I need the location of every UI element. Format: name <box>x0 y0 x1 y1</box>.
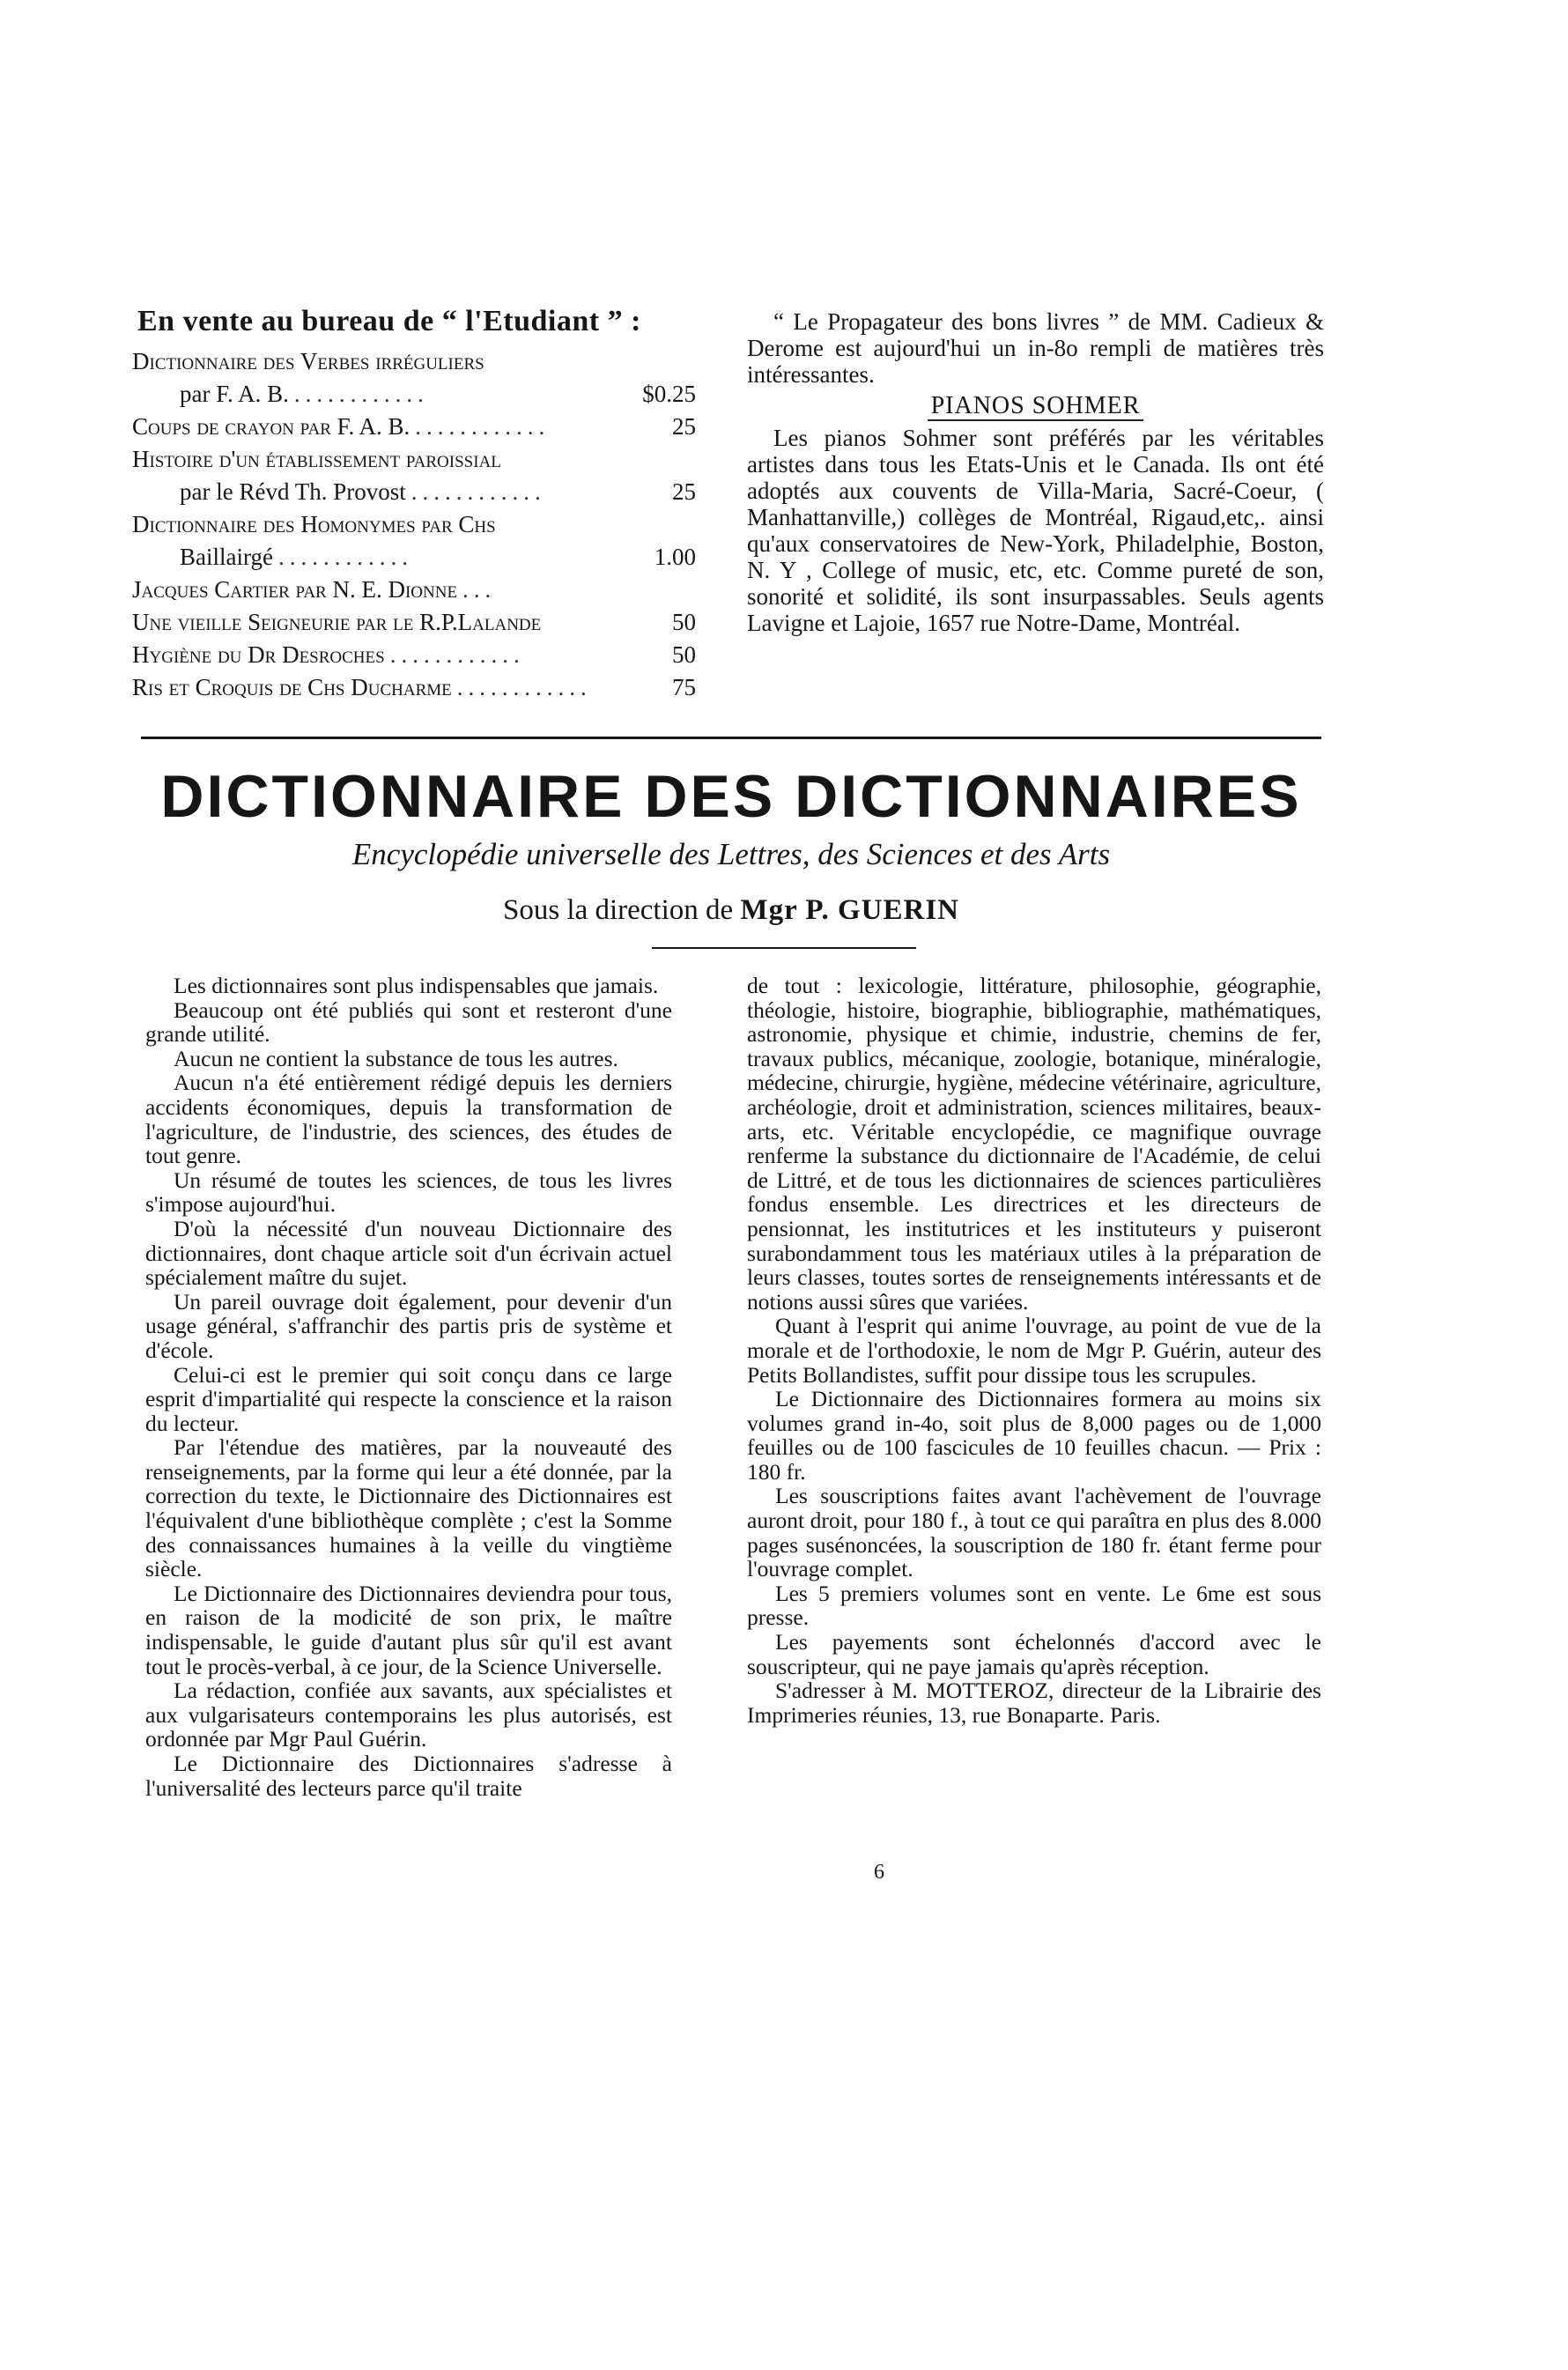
paragraph: de tout : lexicologie, littérature, philosophie, géographie, théologie, histoire, biographie, bibliographie, mathématiques, astronomie, physique et chimie, industrie, chemins de fer, travaux publics, mécanique, zoologie, botanique, minéralogie, médecine, chirurgie, hygiène, médecine vétérinaire, agriculture, archéologie, droit et administration, sciences militaires, beaux-arts, etc. Véritable encyclopédie, ce magnifique ouvrage renferme la substance du dictionnaire de l'Académie, de celui de Littré, et de tous les dictionnaires de sciences particulières fondus ensemble. Les directrices et les directeurs de pensionnat, les institutrices et les instituteurs y puiseront surabondamment tous les matériaux utiles à la préparation de leurs classes, toutes sortes de renseignements intéressants et de notions aussi sûres que variées. <box>747 973 1321 1315</box>
book-price: 50 <box>672 641 696 668</box>
book-price: 25 <box>672 478 696 505</box>
book-item: Hygiène du Dr Desroches ............ 50 <box>132 639 696 671</box>
book-item: Jacques Cartier par N. E. Dionne ... <box>132 576 497 603</box>
propagateur-notice: “ Le Propagateur des bons livres ” de MM. Cadieux & Derome est aujourd'hui un in-8o rempli de matières très intéressantes. <box>747 308 1324 388</box>
heading-rule <box>652 947 916 949</box>
paragraph: Par l'étendue des matières, par la nouveauté des renseignements, par la forme qui leur a été donnée, par la correction du texte, le Dictionnaire des Dictionnaires est l'équivalent d'une bibliothèque complète ; c'est la Somme des connaissances humaines à la veille du vingtième siècle. <box>145 1434 672 1582</box>
book-price: 1.00 <box>654 544 696 570</box>
book-item: Une vieille Seigneurie par le R.P.Lalande 50 <box>132 606 696 639</box>
book-item: Histoire d'un établissement paroissial <box>132 446 501 472</box>
pianos-heading: PIANOS SOHMER <box>747 393 1324 419</box>
book-price: $0.25 <box>642 381 696 407</box>
paragraph: Beaucoup ont été publiés qui sont et resteront d'une grande utilité. <box>145 996 672 1048</box>
section-divider <box>141 737 1321 739</box>
notices-column <box>747 308 1324 636</box>
paragraph: Un résumé de toutes les sciences, de tous les livres s'impose aujourd'hui. <box>145 1166 672 1218</box>
book-item: Baillairgé ............ 1.00 <box>132 541 696 574</box>
pianos-text: Les pianos Sohmer sont préférés par les véritables artistes dans tous les Etats-Unis et le Canada. Ils ont été adoptés aux couvents de Villa-Maria, Sacré-Coeur, ( Manhattanville,) collèges de Montréal, Rigaud,etc,. ainsi qu'aux conservatoires de New-York, Philadelphie, Boston, N. Y , College of music, etc, etc. Comme pureté de son, sonorité et solidité, ils sont insurpassables. Seuls agents Lavigne et Lajoie, 1657 rue Notre-Dame, Montréal. <box>747 425 1324 636</box>
book-price: 50 <box>672 609 696 635</box>
book-item: Ris et Croquis de Chs Ducharme ............ 75 <box>132 671 696 704</box>
paragraph: S'adresser à M. MOTTEROZ, directeur de la Librairie des Imprimeries réunies, 13, rue Bonaparte. Paris. <box>747 1678 1321 1728</box>
paragraph: Aucun n'a été entièrement rédigé depuis les derniers accidents économiques, depuis la transformation de l'agriculture, de l'industrie, des sciences, des études de tout genre. <box>145 1070 672 1169</box>
paragraph: Un pareil ouvrage doit également, pour devenir d'un usage général, s'affranchir des partis pris de système et d'école. <box>145 1288 672 1363</box>
book-item: par le Révd Th. Provost ............ 25 <box>132 476 696 508</box>
paragraph: Quant à l'esprit qui anime l'ouvrage, au point de vue de la morale et de l'orthodoxie, le nom de Mgr P. Guérin, auteur des Petits Bollandistes, suffit pour dissipe tous les scrupules. <box>747 1313 1321 1388</box>
page-title: DICTIONNAIRE DES DICTIONNAIRES <box>160 763 1302 830</box>
book-item: Coups de crayon par F. A. B. ............ 25 <box>132 411 696 443</box>
paragraph: Les dictionnaires sont plus indispensables que jamais. <box>174 973 659 998</box>
paragraph: Les 5 premiers volumes sont en vente. Le 6me est sous presse. <box>747 1580 1321 1631</box>
book-item: par F. A. B. ............ $0.25 <box>132 378 696 411</box>
article-left-column <box>145 974 672 1800</box>
book-item: Dictionnaire des Homonymes par Chs <box>132 511 496 537</box>
editor-line <box>141 894 1321 927</box>
advertisement-heading: En vente au bureau de “ l'Etudiant ” : <box>137 305 641 337</box>
editor-prefix: Sous la direction de <box>502 894 734 926</box>
article-right-column <box>747 974 1321 1727</box>
book-item: Dictionnaire des Verbes irréguliers <box>132 348 484 374</box>
page-number: 6 <box>874 1861 884 1884</box>
book-price: 75 <box>672 674 696 700</box>
paragraph: Aucun ne contient la substance de tous les autres. <box>174 1045 618 1071</box>
paragraph: Le Dictionnaire des Dictionnaires formera au moins six volumes grand in-4o, soit plus de 8,000 pages ou de 1,000 feuilles ou de 100 fascicules de 10 feuilles chacun. — Prix : 180 fr. <box>747 1386 1321 1485</box>
paragraph: Celui-ci est le premier qui soit conçu dans ce large esprit d'impartialité qui respecte la conscience et la raison du lecteur. <box>145 1361 672 1436</box>
bookstore-advertisement <box>132 305 696 704</box>
editor-name: Mgr P. GUERIN <box>740 894 960 926</box>
paragraph: Les payements sont échelonnés d'accord avec le souscripteur, qui ne paye jamais qu'après réception. <box>747 1629 1321 1679</box>
paragraph: Les souscriptions faites avant l'achèvement de l'ouvrage auront droit, pour 180 f., à tout ce qui paraîtra en plus des 8.000 pages susénoncées, la souscription de 180 fr. étant ferme pour l'ouvrage complet. <box>747 1483 1321 1582</box>
paragraph: La rédaction, confiée aux savants, aux spécialistes et aux vulgarisateurs contemporains les plus autorisés, est ordonnée par Mgr Paul Guérin. <box>145 1678 672 1752</box>
page-subtitle: Encyclopédie universelle des Lettres, des Sciences et des Arts <box>351 837 1111 871</box>
paragraph: D'où la nécessité d'un nouveau Dictionnaire des dictionnaires, dont chaque article soit d'un écrivain actuel spécialement maître du sujet. <box>145 1215 672 1291</box>
paragraph: Le Dictionnaire des Dictionnaires s'adresse à l'universalité des lecteurs parce qu'il traite <box>145 1751 672 1801</box>
book-price: 25 <box>672 413 696 440</box>
paragraph: Le Dictionnaire des Dictionnaires deviendra pour tous, en raison de la modicité de son prix, le maître indispensable, le guide d'autant plus sûr qu'il est avant tout le procès-verbal, à ce jour, de la Science Universelle. <box>145 1580 672 1679</box>
